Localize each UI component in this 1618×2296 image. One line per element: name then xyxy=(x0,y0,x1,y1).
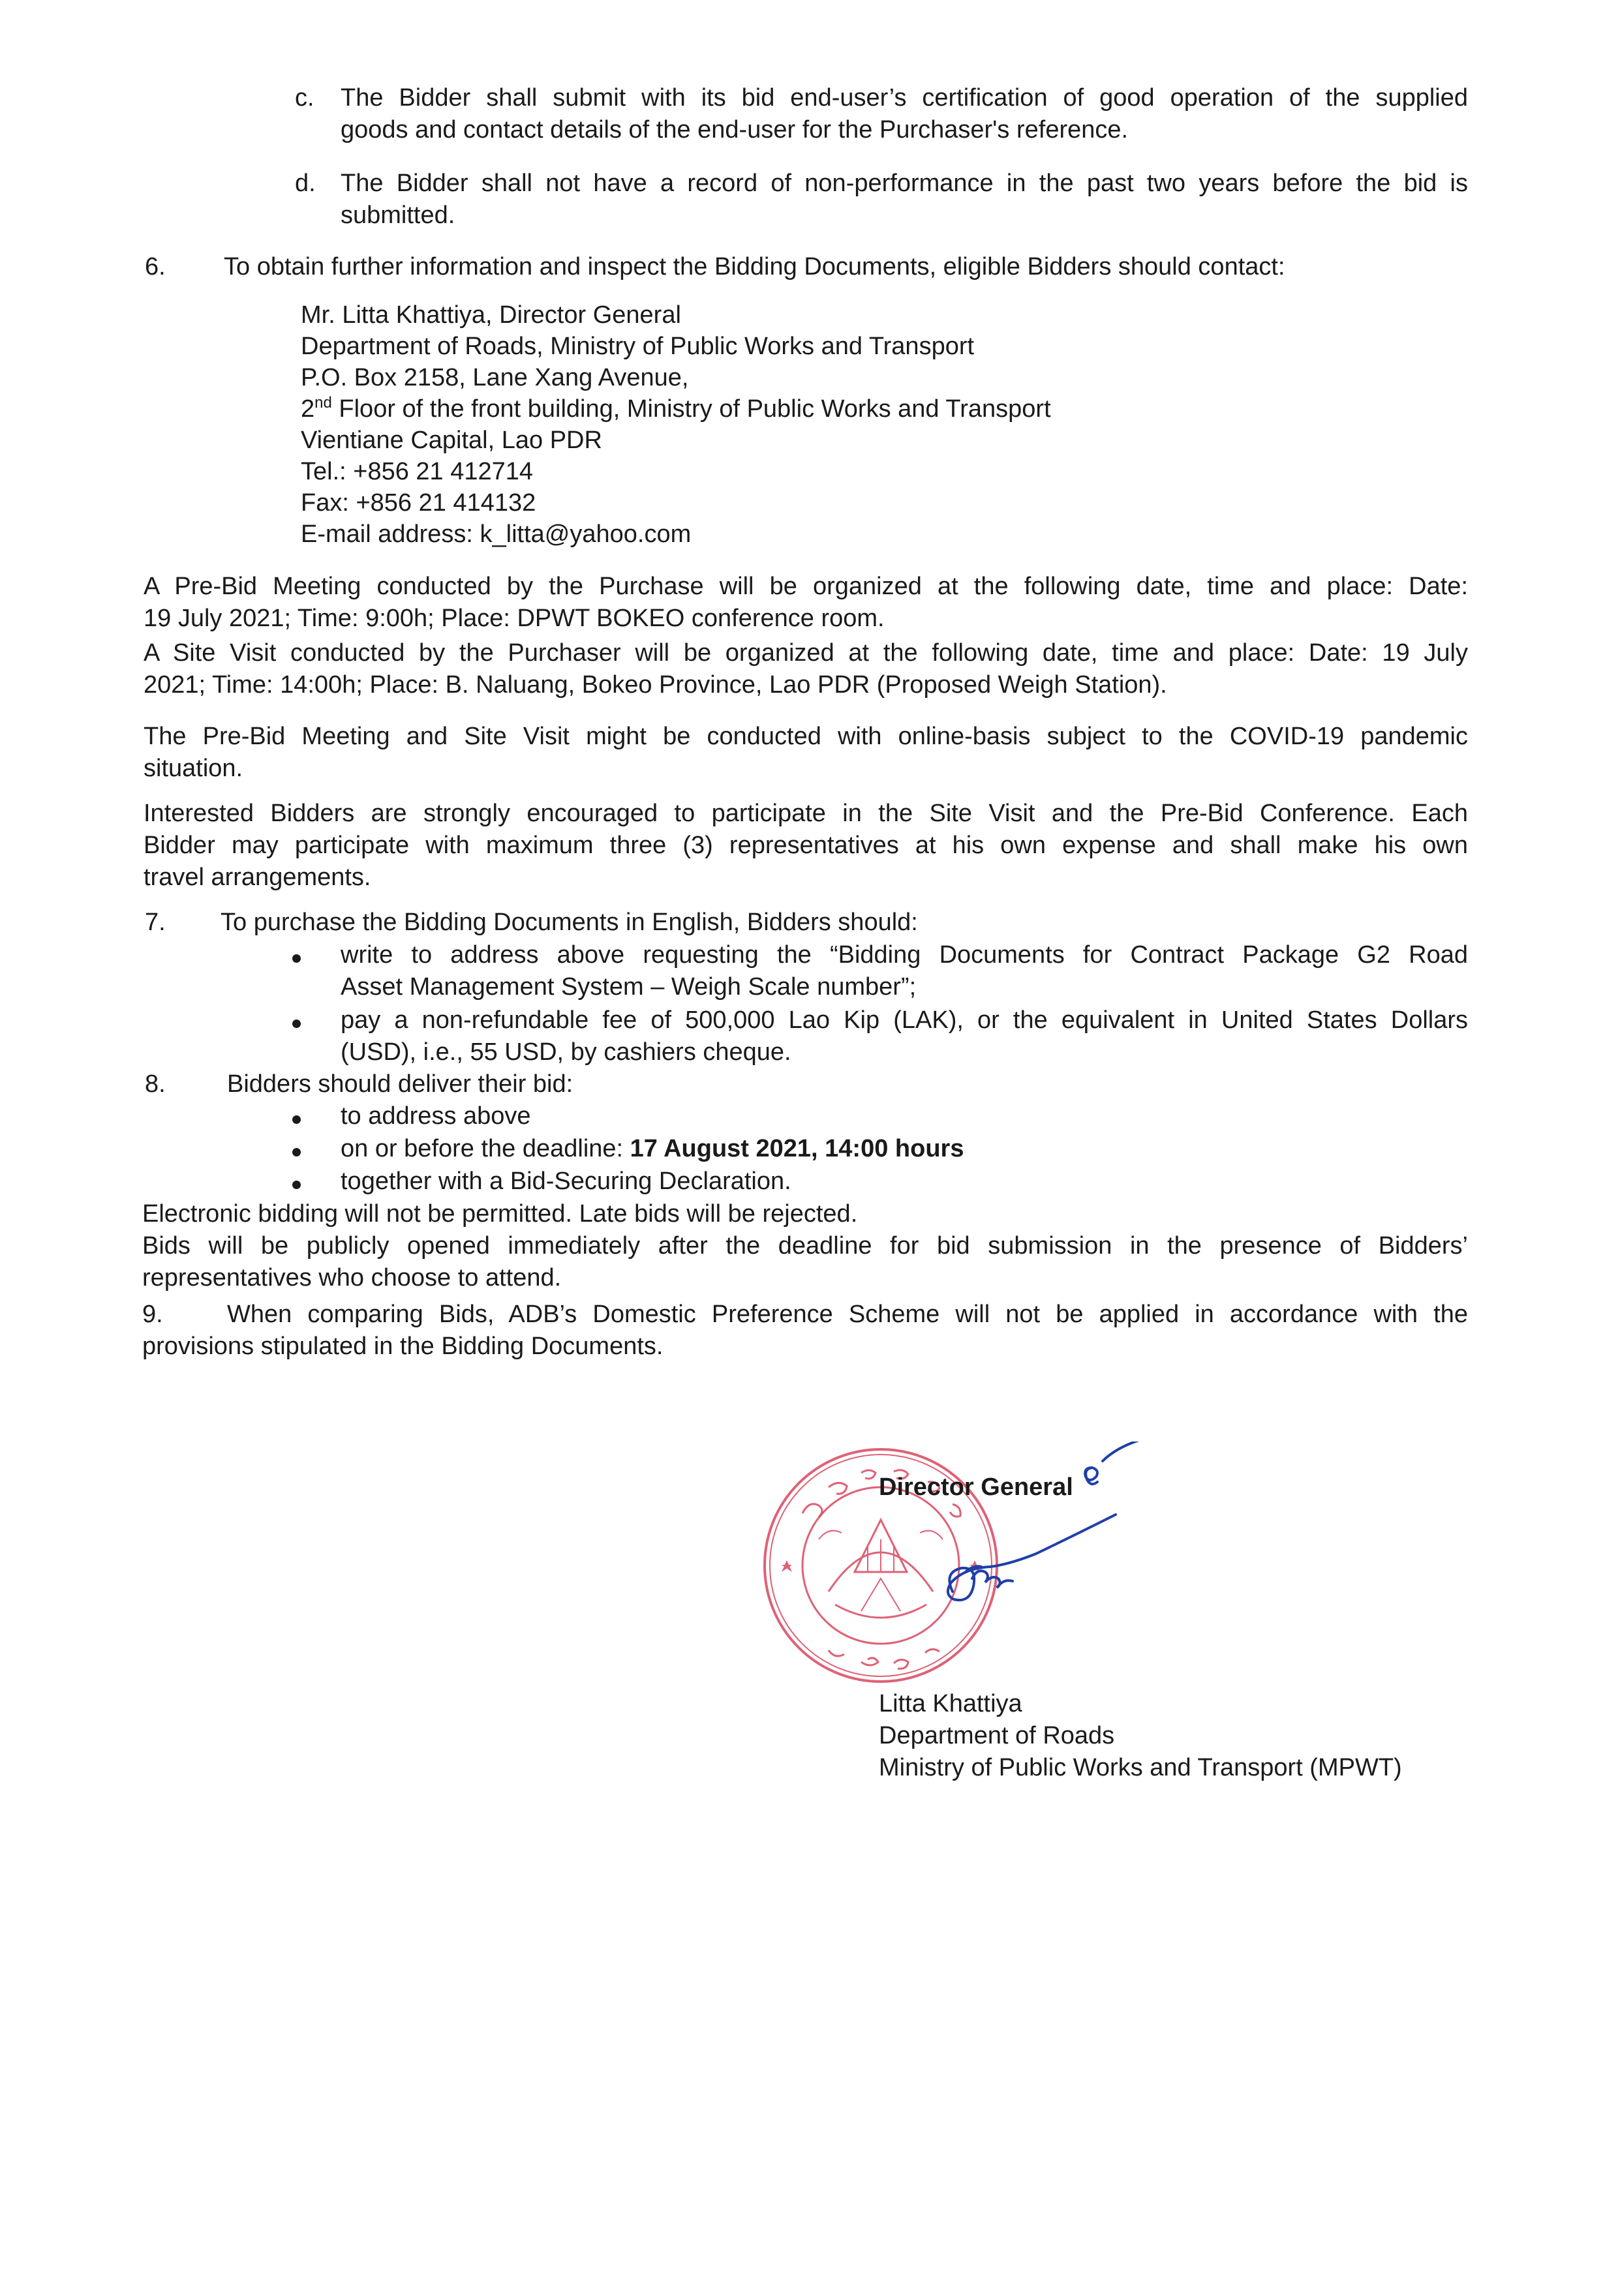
section-6-text: To obtain further information and inspect the Bidding Documents, eligible Bidders should contact: xyxy=(224,253,1285,280)
contact-po-box: P.O. Box 2158, Lane Xang Avenue, xyxy=(301,364,689,391)
section-7-bullet1-line1: write to address above requesting the “Bidding Documents for Contract Package G2 Road xyxy=(341,941,1468,969)
online-basis-line2: situation. xyxy=(144,755,243,782)
site-visit-line2: 2021; Time: 14:00h; Place: B. Naluang, Bokeo Province, Lao PDR (Proposed Weigh Station). xyxy=(144,671,1167,699)
section-7-number: 7. xyxy=(145,909,166,936)
interested-bidders-line2: Bidder may participate with maximum three (3) representatives at his own expense and shall make his own xyxy=(144,832,1468,859)
item-d-line1: The Bidder shall not have a record of non-performance in the past two years before the bid is xyxy=(341,170,1468,197)
signature-name: Litta Khattiya xyxy=(879,1690,1022,1717)
bullet-icon xyxy=(292,954,301,963)
contact-floor-number: 2 xyxy=(301,395,315,423)
signature-department: Department of Roads xyxy=(879,1722,1115,1749)
signature-title: Director General xyxy=(879,1473,1073,1501)
contact-name: Mr. Litta Khattiya, Director General xyxy=(301,301,681,329)
item-c-line1: The Bidder shall submit with its bid end-user’s certification of good operation of the supplied xyxy=(341,84,1468,112)
section-9-number: 9. xyxy=(142,1301,163,1328)
prebid-meeting-line2: 19 July 2021; Time: 9:00h; Place: DPWT BOKEO conference room. xyxy=(144,605,885,632)
item-c-line2: goods and contact details of the end-user for the Purchaser's reference. xyxy=(341,116,1129,144)
section-8-bullet2 xyxy=(341,1133,964,1165)
bullet-icon xyxy=(292,1020,301,1028)
online-basis-line1: The Pre-Bid Meeting and Site Visit might be conducted with online-basis subject to the COVID-19 pandemic xyxy=(144,723,1468,750)
bid-opening-line1: Bids will be publicly opened immediately after the deadline for bid submission in the presence of Bidders’ xyxy=(142,1232,1468,1260)
contact-fax: Fax: +856 21 414132 xyxy=(301,489,536,517)
deadline-value: 17 August 2021, 14:00 hours xyxy=(630,1135,964,1162)
section-7-bullet1-line2: Asset Management System – Weigh Scale number”; xyxy=(341,973,917,1001)
signature-ministry: Ministry of Public Works and Transport (MPWT) xyxy=(879,1754,1402,1781)
bid-opening-line2: representatives who choose to attend. xyxy=(142,1264,562,1292)
contact-floor-rest: Floor of the front building, Ministry of Public Works and Transport xyxy=(331,395,1051,423)
section-7-text: To purchase the Bidding Documents in English, Bidders should: xyxy=(221,909,918,936)
contact-tel: Tel.: +856 21 412714 xyxy=(301,458,534,485)
section-7-bullet2-line1: pay a non-refundable fee of 500,000 Lao Kip (LAK), or the equivalent in United States Dollars xyxy=(341,1006,1468,1034)
contact-city: Vientiane Capital, Lao PDR xyxy=(301,427,602,454)
bullet-icon xyxy=(292,1148,301,1156)
contact-floor xyxy=(301,393,1051,425)
section-7-bullet2-line2: (USD), i.e., 55 USD, by cashiers cheque. xyxy=(341,1038,791,1066)
interested-bidders-line1: Interested Bidders are strongly encouraged to participate in the Site Visit and the Pre-Bid Conference. Each xyxy=(144,800,1468,827)
electronic-bidding-note: Electronic bidding will not be permitted. Late bids will be rejected. xyxy=(142,1200,858,1228)
section-9-line1: When comparing Bids, ADB’s Domestic Preference Scheme will not be applied in accordance with the xyxy=(227,1301,1468,1328)
section-8-number: 8. xyxy=(145,1070,166,1098)
section-8-bullet1: to address above xyxy=(341,1102,531,1130)
item-c-marker: c. xyxy=(295,84,314,112)
site-visit-line1: A Site Visit conducted by the Purchaser will be organized at the following date, time and place: Date: 19 July xyxy=(144,639,1468,667)
section-9-line2: provisions stipulated in the Bidding Documents. xyxy=(142,1333,664,1360)
item-d-line2: submitted. xyxy=(341,202,455,229)
section-6-number: 6. xyxy=(145,253,166,280)
bullet-icon xyxy=(292,1115,301,1124)
item-d-marker: d. xyxy=(295,170,316,197)
contact-floor-suffix: nd xyxy=(314,394,332,412)
section-8-text: Bidders should deliver their bid: xyxy=(227,1070,573,1098)
interested-bidders-line3: travel arrangements. xyxy=(144,864,371,891)
contact-email: E-mail address: k_litta@yahoo.com xyxy=(301,521,692,548)
section-8-bullet3: together with a Bid-Securing Declaration. xyxy=(341,1168,791,1195)
contact-department: Department of Roads, Ministry of Public Works and Transport xyxy=(301,333,975,360)
bullet-icon xyxy=(292,1181,301,1189)
deadline-label: on or before the deadline: xyxy=(341,1135,630,1162)
prebid-meeting-line1: A Pre-Bid Meeting conducted by the Purchase will be organized at the following date, time and place: Date: xyxy=(144,573,1468,600)
